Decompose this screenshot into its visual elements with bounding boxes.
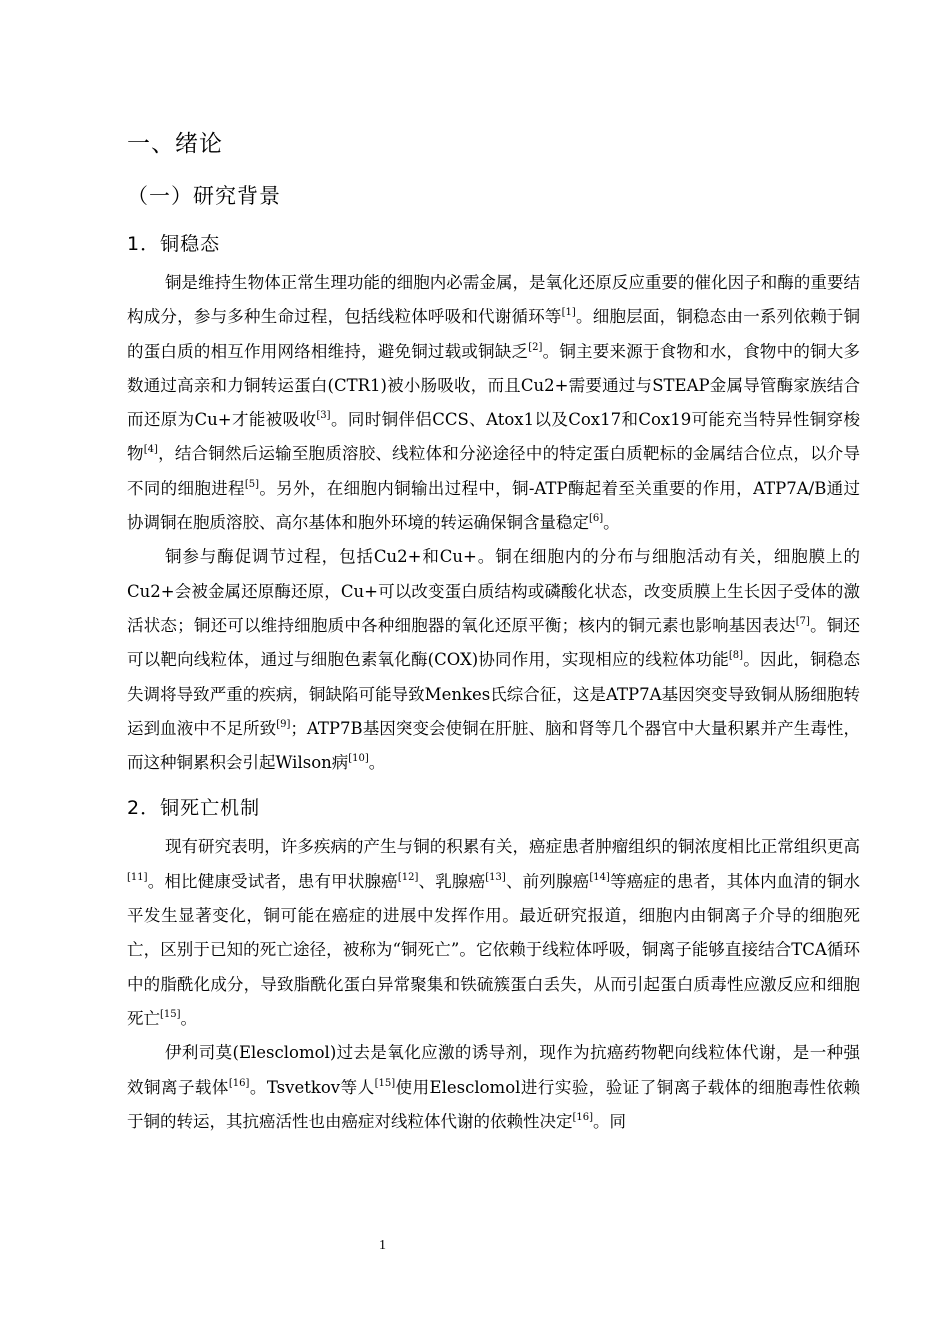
citation-reference: [13] (485, 871, 506, 883)
citation-reference: [15] (374, 1077, 396, 1089)
subsection-title-copper-homeostasis: 1．铜稳态 (127, 233, 221, 255)
citation-reference: [2] (528, 341, 543, 353)
citation-reference: [3] (316, 410, 331, 422)
paragraph-cuproptosis-2: 伊利司莫(Elesclomol)过去是氧化应激的诱导剂，现作为抗癌药物靶向线粒体代谢，是一种强效铜离子载体[16]。Tsvetkov等人[15]使用Elesclomol进行实验，验证了铜离子载体的细胞毒性依赖于铜的转运，其抗癌活性也由癌症对线粒体代谢的依赖性决定[16]。同 (127, 1043, 861, 1131)
citation-reference: [6] (589, 513, 604, 525)
paragraph-copper-homeostasis-1: 铜是维持生物体正常生理功能的细胞内必需金属，是氧化还原反应重要的催化因子和酶的重要结构成分，参与多种生命过程，包括线粒体呼吸和代谢循环等[1]。细胞层面，铜稳态由一系列依赖于铜的蛋白质的相互作用网络相维持，避免铜过载或铜缺乏[2]。铜主要来源于食物和水，食物中的铜大多数通过高亲和力铜转运蛋白(CTR1)被小肠吸收，而且Cu2+需要通过与STEAP金属导管酶家族结合而还原为Cu+才能被吸收[3]。同时铜伴侣CCS、Atox1以及Cox17和Cox19可能充当特异性铜穿梭物[4]，结合铜然后运输至胞质溶胶、线粒体和分泌途径中的特定蛋白质靶标的金属结合位点，以介导不同的细胞进程[5]。另外，在细胞内铜输出过程中，铜-ATP酶起着至关重要的作用，ATP7A/B通过协调铜在胞质溶胶、高尔基体和胞外环境的转运确保铜含量稳定[6]。 (127, 273, 861, 533)
section-title: （一）研究背景 (127, 184, 281, 208)
citation-reference: [10] (348, 753, 369, 765)
chapter-title: 一、绪论 (127, 131, 223, 157)
citation-reference: [8] (728, 650, 744, 662)
citation-reference: [1] (561, 307, 576, 319)
citation-reference: [5] (244, 478, 260, 490)
paragraph-copper-homeostasis-2: 铜参与酶促调节过程，包括Cu2+和Cu+。铜在细胞内的分布与细胞活动有关，细胞膜上的Cu2+会被金属还原酶还原，Cu+可以改变蛋白质结构或磷酸化状态，改变质膜上生长因子受体的激活状态；铜还可以维持细胞质中各种细胞器的氧化还原平衡；核内的铜元素也影响基因表达[7]。铜还可以靶向线粒体，通过与细胞色素氧化酶(COX)协同作用，实现相应的线粒体功能[8]。因此，铜稳态失调将导致严重的疾病，铜缺陷可能导致Menkes氏综合征，这是ATP7A基因突变导致铜从肠细胞转运到血液中不足所致[9]；ATP7B基因突变会使铜在肝脏、脑和肾等几个器官中大量积累并产生毒性，而这种铜累积会引起Wilson病[10]。 (127, 547, 861, 773)
citation-reference: [16] (572, 1111, 594, 1123)
citation-reference: [14] (589, 871, 610, 883)
page-content (127, 118, 860, 1139)
subsection-title-cuproptosis-mechanism: 2．铜死亡机制 (127, 797, 261, 820)
citation-reference: [7] (795, 615, 810, 627)
citation-reference: [12] (397, 871, 419, 883)
citation-reference: [15] (160, 1008, 181, 1020)
citation-reference: [16] (228, 1077, 250, 1089)
citation-reference: [4] (143, 444, 158, 456)
page-number: 1 (379, 1238, 386, 1253)
citation-reference: [11] (127, 871, 148, 883)
citation-reference: [9] (276, 718, 291, 730)
paragraph-cuproptosis-1: 现有研究表明，许多疾病的产生与铜的积累有关，癌症患者肿瘤组织的铜浓度相比正常组织更高[11]。相比健康受试者，患有甲状腺癌[12]、乳腺癌[13]、前列腺癌[14]等癌症的患者，其体内血清的铜水平发生显著变化，铜可能在癌症的进展中发挥作用。最近研究报道，细胞内由铜离子介导的细胞死亡，区别于已知的死亡途径，被称为“铜死亡”。它依赖于线粒体呼吸，铜离子能够直接结合TCA循环中的脂酰化成分，导致脂酰化蛋白异常聚集和铁硫簇蛋白丢失，从而引起蛋白质毒性应激反应和细胞死亡[15]。 (127, 837, 861, 1028)
